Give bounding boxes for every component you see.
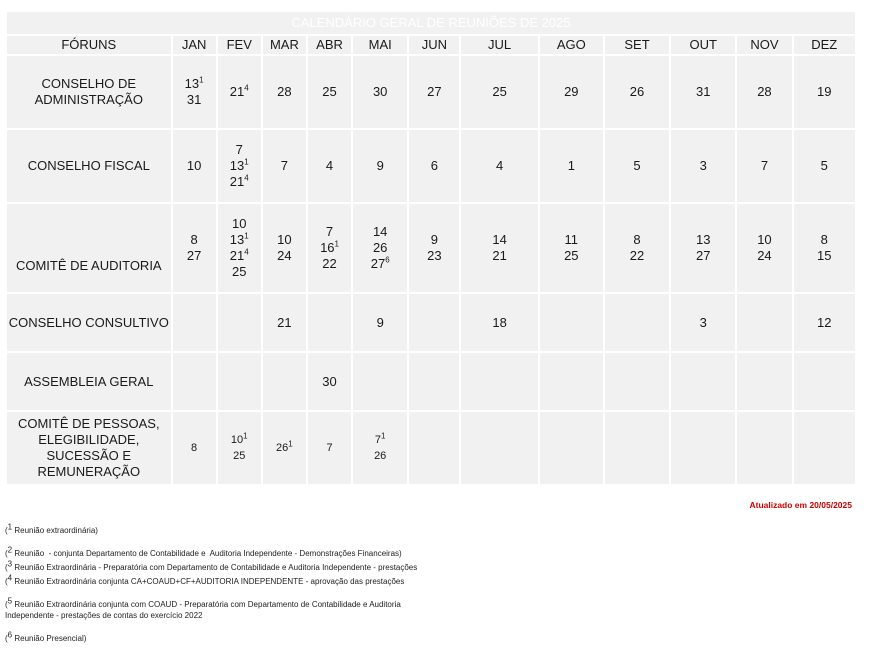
day-number: 25 (564, 248, 579, 263)
date-cell-abr (307, 293, 352, 352)
day-number: 25 (322, 84, 337, 99)
day-number: 7 (326, 442, 333, 454)
day-number: 4 (495, 158, 504, 173)
month-header-jun: JUN (408, 35, 460, 55)
footnote-number: 1 (7, 522, 13, 532)
day-number: 19 (817, 84, 832, 99)
date-cell-jun (408, 293, 460, 352)
footnote-text: Reunião extraordinária) (12, 526, 98, 535)
forum-name-line: CONSELHO CONSULTIVO (8, 314, 169, 330)
day-number: 14 (372, 224, 388, 239)
meeting-date (409, 158, 459, 174)
month-header-out: OUT (670, 35, 736, 55)
date-cell-mar (262, 129, 307, 203)
meeting-date (173, 76, 216, 92)
meeting-date (409, 232, 459, 248)
forum-row (6, 129, 856, 203)
date-cell-set (604, 203, 670, 293)
date-cell-mai (352, 411, 408, 485)
footnote-marker: 1 (288, 439, 293, 449)
meeting-date (308, 158, 351, 174)
meeting-date (737, 158, 791, 174)
meeting-date (605, 248, 669, 264)
day-number: 10 (757, 232, 772, 247)
forum-name-line: ELEGIBILIDADE, (38, 432, 140, 447)
date-cell-ago (539, 55, 604, 129)
day-number: 1 (567, 158, 575, 173)
date-cell-ago (539, 203, 604, 293)
date-cell-jan (172, 293, 217, 352)
month-header-abr: ABR (307, 35, 352, 55)
forum-row (6, 293, 856, 352)
date-cell-dez (793, 352, 856, 411)
date-cell-mar (262, 411, 307, 485)
date-cell-nov (736, 411, 792, 485)
meeting-date (218, 264, 261, 280)
date-cell-set (604, 411, 670, 485)
day-number: 10 (230, 434, 244, 446)
day-number: 27 (427, 84, 442, 99)
day-number: 13 (229, 158, 245, 173)
day-number: 21 (229, 84, 245, 99)
footnote-number: 5 (7, 596, 13, 606)
day-number: 26 (276, 442, 289, 454)
day-number: 25 (233, 450, 246, 462)
date-cell-set (604, 129, 670, 203)
day-number: 22 (629, 248, 645, 263)
footnote-text: Reunião Extraordinária conjunta com COAUD - Preparatória com Departamento de Contabilidade e Auditoria Independente - prestações de contas do exercício 2022 (5, 600, 401, 620)
date-cell-dez (793, 55, 856, 129)
meeting-date (353, 448, 407, 464)
day-number: 4 (325, 158, 334, 173)
day-number: 14 (492, 232, 507, 247)
day-number: 21 (492, 248, 507, 263)
meeting-date (671, 232, 735, 248)
meeting-date (218, 142, 261, 158)
meeting-date (308, 240, 351, 256)
meeting-date (737, 232, 791, 248)
meeting-date (540, 158, 603, 174)
footnote-marker: 4 (244, 247, 249, 257)
month-header-fev: FEV (217, 35, 262, 55)
date-cell-mar (262, 352, 307, 411)
date-cell-dez (793, 293, 856, 352)
day-number: 16 (320, 240, 335, 255)
day-number: 23 (427, 248, 442, 263)
month-header-nov: NOV (736, 35, 792, 55)
date-cell-jan (172, 411, 217, 485)
date-cell-set (604, 293, 670, 352)
footnote-item: ($^6$ Reunião Presencial) (5, 630, 87, 643)
meeting-date (540, 84, 603, 100)
meeting-date (218, 174, 261, 190)
meeting-date (794, 315, 855, 331)
day-number: 18 (492, 314, 507, 330)
meeting-date (605, 84, 669, 100)
day-number: 30 (322, 373, 337, 389)
forum-row (6, 352, 856, 411)
date-cell-mai (352, 55, 408, 129)
forum-name-line: COMITÊ DE PESSOAS, (17, 416, 160, 431)
meeting-date (737, 248, 791, 264)
date-cell-nov (736, 293, 792, 352)
meeting-date (218, 84, 261, 100)
date-cell-abr (307, 203, 352, 293)
forum-name (6, 293, 172, 352)
date-cell-fev (217, 411, 262, 485)
meeting-date (218, 158, 261, 174)
date-cell-nov (736, 352, 792, 411)
date-cell-mai (352, 352, 408, 411)
forum-name-line: ASSEMBLEIA GERAL (24, 373, 154, 389)
date-cell-fev (217, 55, 262, 129)
day-number: 5 (633, 158, 641, 173)
footnote-marker: 1 (334, 239, 339, 249)
updated-date: Atualizado em 20/05/2025 (749, 500, 852, 510)
day-number: 7 (325, 224, 334, 239)
forum-row (6, 411, 856, 485)
footnote-text: Reunião Extraordinária conjunta CA+COAUD+CF+AUDITORIA INDEPENDENTE - aprovação das prestações (12, 577, 405, 586)
day-number: 7 (374, 434, 382, 446)
meeting-date (671, 158, 735, 174)
month-header-ago: AGO (539, 35, 604, 55)
meeting-date (794, 84, 855, 100)
title-row (6, 11, 856, 35)
date-cell-abr (307, 55, 352, 129)
meeting-date (671, 315, 735, 331)
meeting-date (263, 232, 306, 248)
footnote-number: 2 (7, 545, 13, 555)
forum-name-line: CONSELHO FISCAL (27, 158, 150, 173)
meeting-date (173, 232, 216, 248)
month-header-set: SET (604, 35, 670, 55)
day-number: 28 (757, 84, 772, 99)
forum-name-line: SUCESSÃO E (46, 448, 132, 463)
meeting-date (409, 84, 459, 100)
footnote-marker: 1 (244, 157, 249, 167)
meeting-date (308, 374, 351, 390)
footnote-marker: 4 (244, 83, 249, 93)
forum-name-line: REMUNERAÇÃO (37, 464, 141, 479)
month-header-jul: JUL (460, 35, 538, 55)
date-cell-mai (352, 203, 408, 293)
meeting-date (671, 248, 735, 264)
date-cell-nov (736, 55, 792, 129)
day-number: 25 (232, 264, 247, 279)
day-number: 27 (370, 256, 386, 271)
meeting-date (308, 440, 351, 456)
day-number: 6 (430, 158, 438, 173)
meeting-date (218, 216, 261, 232)
meeting-date (461, 248, 537, 264)
date-cell-abr (307, 411, 352, 485)
date-cell-ago (539, 411, 604, 485)
calendar-title: CALENDÁRIO GERAL DE REUNIÕES DE 2025 (6, 11, 856, 35)
footnote-item: ($^3$ Reunião Extraordinária - Preparatória com Departamento de Contabilidade e Auditoria Independente - prestações (5, 559, 418, 572)
meeting-date (353, 84, 407, 100)
meeting-date (218, 232, 261, 248)
day-number: 13 (229, 232, 245, 247)
day-number: 8 (190, 232, 198, 247)
day-number: 25 (492, 84, 507, 99)
date-cell-out (670, 293, 736, 352)
meeting-date (461, 158, 537, 174)
date-cell-jul (460, 352, 538, 411)
footnote-item: ($^5$ Reunião Extraordinária conjunta com COAUD - Preparatória com Departamento de Contabilidade e Auditoria Independente - prestações de contas do exercício 2022 (5, 596, 401, 620)
meeting-date (461, 315, 537, 331)
meeting-date (263, 440, 306, 456)
day-number: 3 (699, 314, 707, 330)
month-header-dez: DEZ (793, 35, 856, 55)
date-cell-ago (539, 129, 604, 203)
date-cell-jun (408, 55, 460, 129)
date-cell-ago (539, 293, 604, 352)
date-cell-fev (217, 293, 262, 352)
forum-name (6, 55, 172, 129)
date-cell-out (670, 129, 736, 203)
meeting-date (308, 84, 351, 100)
day-number: 7 (235, 142, 243, 157)
meeting-date (263, 315, 306, 331)
day-number: 10 (232, 216, 247, 231)
date-cell-mar (262, 203, 307, 293)
meeting-date (263, 248, 306, 264)
day-number: 21 (229, 174, 245, 189)
footnote-text: Reunião Extraordinária - Preparatória com Departamento de Contabilidade e Auditoria Independente - prestações (12, 563, 418, 572)
day-number: 13 (696, 232, 711, 247)
day-number: 10 (277, 232, 292, 247)
footnote-marker: 1 (381, 431, 386, 441)
date-cell-mai (352, 293, 408, 352)
meeting-date (461, 232, 537, 248)
forum-row (6, 203, 856, 293)
day-number: 11 (564, 232, 579, 247)
meeting-date (173, 440, 216, 456)
meeting-date (218, 448, 261, 464)
footnote-marker: 6 (385, 255, 390, 265)
day-number: 27 (696, 248, 711, 263)
day-number: 9 (376, 158, 384, 173)
date-cell-out (670, 203, 736, 293)
date-cell-jun (408, 352, 460, 411)
day-number: 26 (629, 84, 645, 99)
meeting-date (353, 432, 407, 448)
date-cell-out (670, 55, 736, 129)
day-number: 31 (696, 84, 711, 99)
date-cell-mar (262, 55, 307, 129)
forum-name-line: CONSELHO DE (41, 76, 137, 91)
date-cell-nov (736, 129, 792, 203)
footnote-text: Reunião Presencial) (12, 634, 87, 643)
footnote-number: 4 (7, 573, 13, 583)
day-number: 10 (186, 158, 202, 173)
meeting-date (461, 84, 537, 100)
day-number: 8 (633, 232, 641, 247)
date-cell-jun (408, 129, 460, 203)
forum-column-header: FÓRUNS (6, 35, 172, 55)
date-cell-jul (460, 129, 538, 203)
meeting-date (737, 84, 791, 100)
meeting-date (173, 158, 216, 174)
footnote-marker: 1 (199, 75, 204, 85)
footnote-marker: 1 (243, 431, 248, 441)
forum-name-line: COMITÊ DE AUDITORIA (15, 258, 162, 273)
date-cell-fev (217, 129, 262, 203)
day-number: 26 (374, 450, 387, 462)
footnote-number: 6 (7, 630, 13, 640)
forum-name-line: ADMINISTRAÇÃO (34, 92, 143, 107)
header-row (6, 35, 856, 55)
month-header-jan: JAN (172, 35, 217, 55)
meeting-date (173, 248, 216, 264)
date-cell-nov (736, 203, 792, 293)
month-header-mar: MAR (262, 35, 307, 55)
meeting-calendar-table (5, 10, 857, 486)
meeting-date (218, 432, 261, 448)
day-number: 13 (184, 76, 200, 91)
date-cell-dez (793, 129, 856, 203)
date-cell-jan (172, 129, 217, 203)
meeting-date (671, 84, 735, 100)
date-cell-abr (307, 129, 352, 203)
meeting-date (353, 256, 407, 272)
date-cell-jul (460, 411, 538, 485)
date-cell-dez (793, 203, 856, 293)
day-number: 7 (280, 158, 289, 173)
meeting-date (540, 232, 603, 248)
day-number: 27 (186, 248, 202, 263)
day-number: 9 (376, 314, 384, 330)
footnote-marker: 1 (244, 231, 249, 241)
date-cell-dez (793, 411, 856, 485)
date-cell-ago (539, 352, 604, 411)
day-number: 9 (430, 232, 438, 247)
meeting-date (409, 248, 459, 264)
day-number: 8 (820, 232, 828, 247)
date-cell-jul (460, 293, 538, 352)
meeting-date (353, 240, 407, 256)
day-number: 3 (699, 158, 707, 173)
forum-row (6, 55, 856, 129)
month-header-mai: MAI (352, 35, 408, 55)
date-cell-jun (408, 203, 460, 293)
day-number: 12 (817, 314, 832, 330)
day-number: 21 (277, 314, 292, 330)
day-number: 29 (564, 84, 579, 99)
date-cell-mai (352, 129, 408, 203)
forum-name (6, 129, 172, 203)
date-cell-jun (408, 411, 460, 485)
footnote-item: ($^4$ Reunião Extraordinária conjunta CA+COAUD+CF+AUDITORIA INDEPENDENTE - aprovação das prestações (5, 573, 405, 586)
date-cell-jan (172, 203, 217, 293)
forum-name (6, 203, 172, 293)
date-cell-fev (217, 352, 262, 411)
footnote-text: Reunião - conjunta Departamento de Contabilidade e Auditoria Independente - Demonstrações Financeiras) (12, 549, 402, 558)
day-number: 15 (817, 248, 832, 263)
meeting-date (308, 256, 351, 272)
forum-name (6, 352, 172, 411)
meeting-date (353, 315, 407, 331)
day-number: 28 (277, 84, 292, 99)
meeting-date (353, 224, 407, 240)
date-cell-out (670, 352, 736, 411)
day-number: 31 (186, 92, 202, 107)
footnote-number: 3 (7, 559, 13, 569)
day-number: 21 (229, 248, 245, 263)
footnote-item: ($^1$ Reunião extraordinária) (5, 522, 98, 535)
meeting-date (794, 158, 855, 174)
date-cell-jan (172, 352, 217, 411)
day-number: 26 (372, 240, 388, 255)
day-number: 24 (277, 248, 292, 263)
date-cell-jul (460, 203, 538, 293)
date-cell-abr (307, 352, 352, 411)
meeting-date (540, 248, 603, 264)
date-cell-set (604, 55, 670, 129)
forum-name (6, 411, 172, 485)
meeting-date (794, 248, 855, 264)
meeting-date (353, 158, 407, 174)
meeting-date (605, 158, 669, 174)
day-number: 5 (820, 158, 828, 173)
footnote-marker: 4 (244, 173, 249, 183)
date-cell-fev (217, 203, 262, 293)
meeting-date (263, 84, 306, 100)
day-number: 22 (322, 256, 337, 271)
meeting-date (173, 92, 216, 108)
day-number: 8 (191, 442, 198, 454)
footnote-item: ($^2$ Reunião - conjunta Departamento de Contabilidade e Auditoria Independente - Demonstrações Financeiras) (5, 545, 402, 558)
meeting-date (308, 224, 351, 240)
date-cell-set (604, 352, 670, 411)
day-number: 30 (372, 84, 388, 99)
date-cell-mar (262, 293, 307, 352)
day-number: 24 (757, 248, 772, 263)
meeting-date (605, 232, 669, 248)
meeting-date (218, 248, 261, 264)
meeting-date (794, 232, 855, 248)
date-cell-jan (172, 55, 217, 129)
date-cell-out (670, 411, 736, 485)
date-cell-jul (460, 55, 538, 129)
day-number: 7 (760, 158, 769, 173)
meeting-date (263, 158, 306, 174)
